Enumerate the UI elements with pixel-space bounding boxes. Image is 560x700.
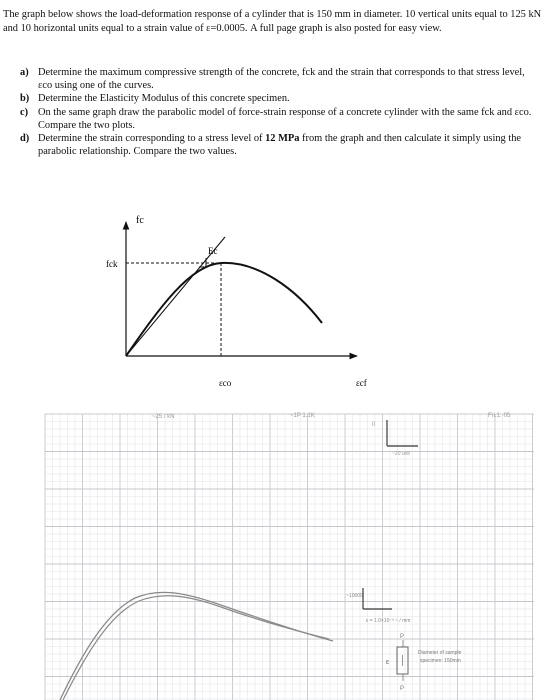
question-c [20, 106, 540, 132]
question-text: Determine the Elasticity Modulus of this concrete specimen. [38, 93, 290, 105]
question-text: Determine the maximum compressive strength of the concrete, fck and the strain that corresponds to that stress level, εco using one of the curves. [38, 67, 525, 92]
peak-stress-label: fck [106, 259, 118, 269]
handwritten-note: ~25 / kN [152, 414, 175, 420]
question-text-bold: 12 MPa [265, 133, 300, 145]
question-text: On the same graph draw the parabolic model of force-strain response of a concrete cylinder with the same fck and εco. Compare the two plots. [38, 106, 532, 131]
handwritten-note: specimen: 150mm [420, 658, 461, 664]
load-marker: P [400, 686, 405, 692]
handwritten-note: Fri.1.·05 [488, 413, 511, 419]
y-axis-label: fc [136, 215, 144, 226]
question-a [20, 66, 540, 92]
side-mark: 0 [372, 422, 376, 428]
load-marker: P [400, 634, 405, 640]
handwritten-note: ~1P 1.1K [290, 413, 315, 419]
question-label: b) [20, 93, 30, 105]
question-label: a) [20, 67, 29, 78]
load-deformation-graph-sheet [0, 408, 560, 700]
question-text-after: from the graph and then calculate it simply using the parabolic relationship. Compare the two values. [38, 133, 522, 158]
peak-strain-label: εco [219, 378, 232, 388]
question-text-before: Determine the strain corresponding to a stress level of [38, 133, 266, 145]
handwritten-note: ~10000 [346, 593, 363, 599]
question-d [20, 132, 540, 158]
schematic-stress-strain-diagram [0, 195, 560, 400]
handwritten-note: Diameter of sample [418, 650, 462, 656]
question-b [20, 92, 540, 105]
handwritten-note: ~20 unit [392, 451, 410, 457]
intro-paragraph: The graph below shows the load-deformation response of a cylinder that is 150 mm in diameter. 10 vertical units equal to 125 kN and 10 horizontal units equal to a strain value of ε=0.0005. A full page graph is also posted for easy view. [3, 9, 542, 34]
stress-strain-curve [126, 263, 322, 356]
ultimate-strain-label: εcf [356, 378, 367, 388]
question-label: c) [20, 106, 29, 118]
load-deformation-curve-2 [63, 596, 329, 700]
question-label: d) [20, 133, 30, 145]
strain-marker: ε [386, 659, 390, 666]
question-list [20, 66, 540, 158]
handwritten-note: ε = 1.0×10⁻³ ~ / mm [366, 618, 411, 624]
modulus-label: Ec [208, 246, 218, 256]
